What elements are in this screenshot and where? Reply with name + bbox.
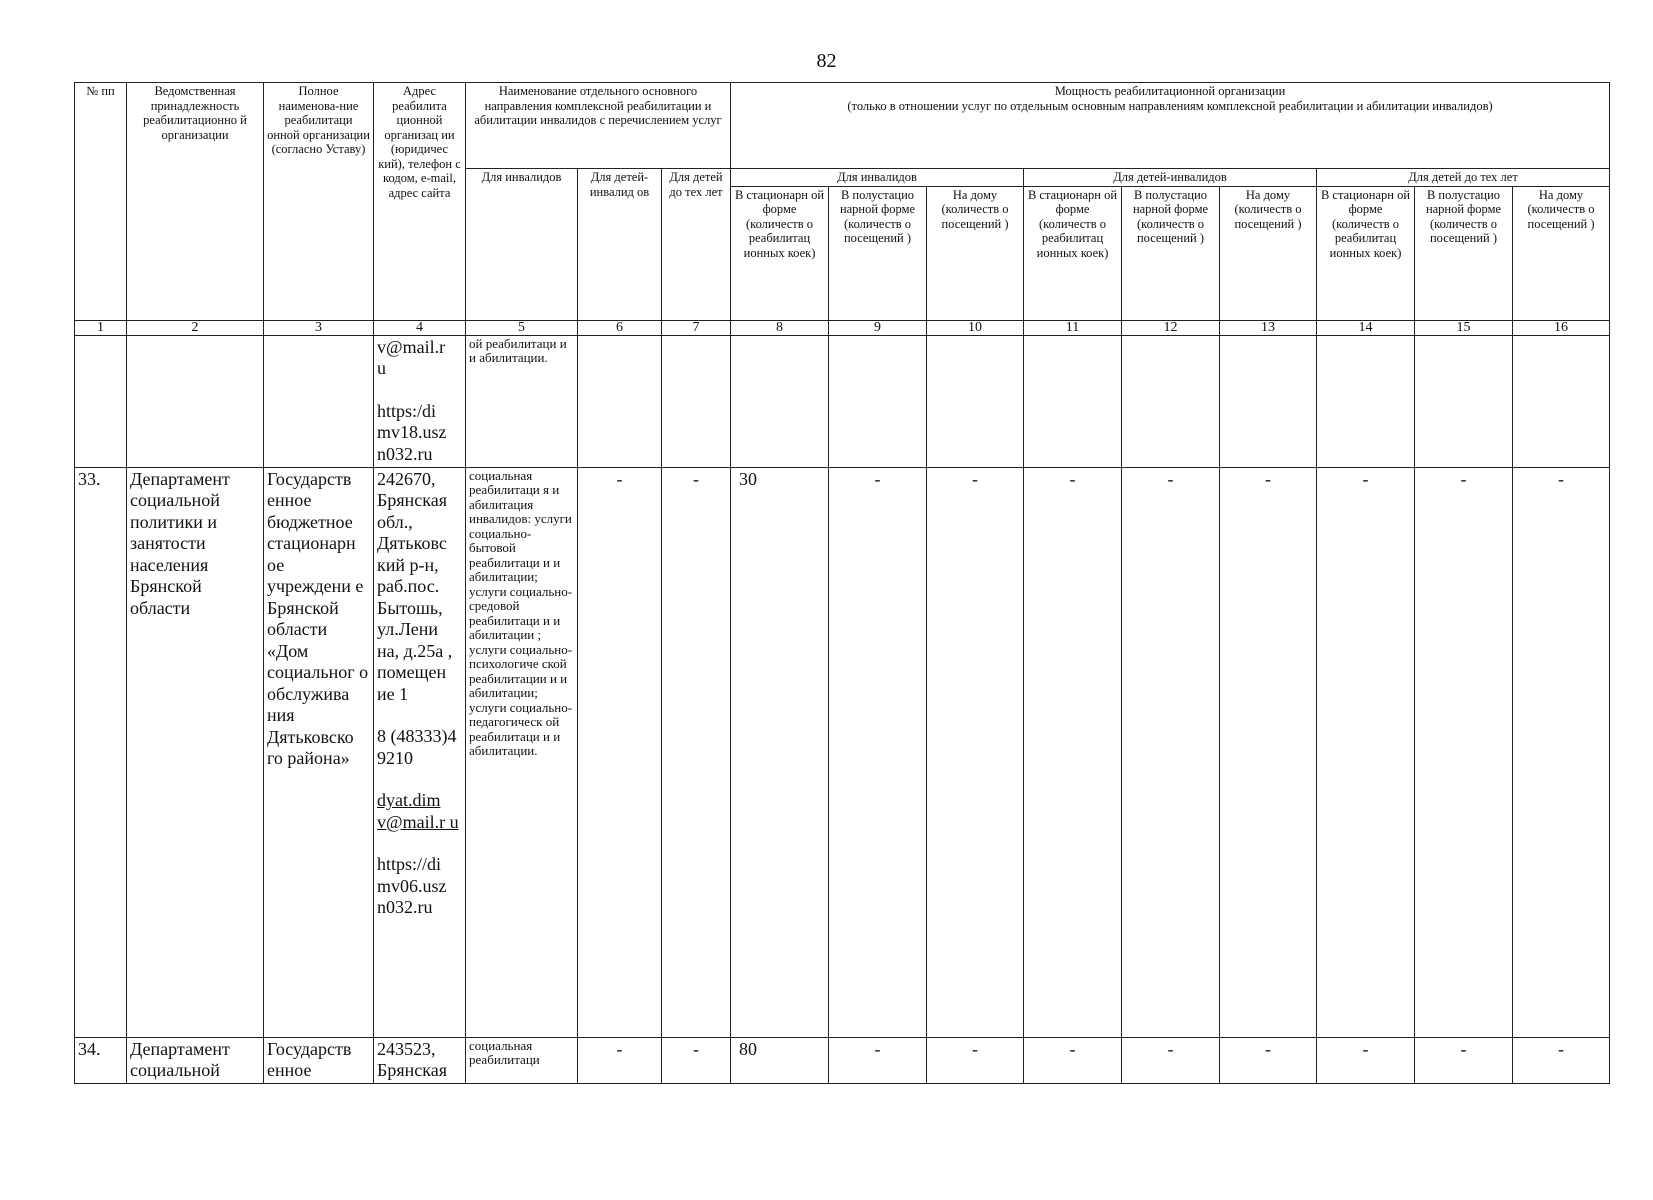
- col-number-cell: 7: [662, 320, 731, 335]
- value-cell: 30: [731, 467, 829, 1037]
- header-services-young-children: Для детей до тех лет: [662, 169, 731, 321]
- value-cell: -: [1024, 1037, 1122, 1083]
- address-line: https:/di: [377, 400, 437, 421]
- value-cell: -: [1122, 467, 1220, 1037]
- col-number-cell: 6: [578, 320, 662, 335]
- header-home: На дому (количеств о посещений ): [927, 186, 1024, 320]
- row-number: 33.: [75, 467, 127, 1037]
- col-number-cell: 5: [466, 320, 578, 335]
- header-day-care: В полустацио нарной форме (количеств о посещений ): [1122, 186, 1220, 320]
- address-line: n032.ru: [377, 443, 433, 464]
- value-cell: -: [1513, 1037, 1610, 1083]
- value-cell: -: [1317, 1037, 1415, 1083]
- value-cell: [1024, 335, 1122, 467]
- col-number-cell: 8: [731, 320, 829, 335]
- header-inpatient: В стационарн ой форме (количеств о реабилитац ионных коек): [1024, 186, 1122, 320]
- col-number-cell: 15: [1415, 320, 1513, 335]
- row-services: социальная реабилитаци: [466, 1037, 578, 1083]
- value-cell: [731, 335, 829, 467]
- value-cell: -: [1317, 467, 1415, 1037]
- address-line: u: [377, 358, 386, 378]
- col-number-cell: 14: [1317, 320, 1415, 335]
- value-cell: -: [1220, 1037, 1317, 1083]
- value-cell: [662, 335, 731, 467]
- row-address: [374, 335, 466, 467]
- value-cell: [1415, 335, 1513, 467]
- col-number-cell: 1: [75, 320, 127, 335]
- table-row: [75, 1037, 1610, 1083]
- header-capacity: [731, 83, 1610, 169]
- value-cell: [1317, 335, 1415, 467]
- value-cell: -: [1220, 467, 1317, 1037]
- header-inpatient: В стационарн ой форме (количеств о реабилитац ионных коек): [1317, 186, 1415, 320]
- value-cell: [1513, 335, 1610, 467]
- value-cell: -: [662, 467, 731, 1037]
- header-col-number: № пп: [75, 83, 127, 321]
- value-cell: [1220, 335, 1317, 467]
- value-cell: [578, 335, 662, 467]
- value-cell: -: [927, 467, 1024, 1037]
- row-address: 243523, Брянская: [374, 1037, 466, 1083]
- header-group-disabled: Для инвалидов: [731, 169, 1024, 187]
- table-row: [75, 335, 1610, 467]
- header-home: На дому (количеств о посещений ): [1513, 186, 1610, 320]
- row-full-name: [264, 335, 374, 467]
- col-number-cell: 10: [927, 320, 1024, 335]
- col-number-cell: 13: [1220, 320, 1317, 335]
- col-number-cell: 12: [1122, 320, 1220, 335]
- value-cell: -: [578, 1037, 662, 1083]
- website-link[interactable]: https://di mv06.usz n032.ru: [377, 854, 447, 917]
- col-number-cell: 4: [374, 320, 466, 335]
- col-number-cell: 16: [1513, 320, 1610, 335]
- header-services-disabled-children: Для детей-инвалид ов: [578, 169, 662, 321]
- value-cell: -: [927, 1037, 1024, 1083]
- header-col-full-name: Полное наименова-ние реабилитаци онной организации (согласно Уставу): [264, 83, 374, 321]
- row-number: [75, 335, 127, 467]
- value-cell: 80: [731, 1037, 829, 1083]
- value-cell: -: [1024, 467, 1122, 1037]
- value-cell: -: [1513, 467, 1610, 1037]
- table-row: [75, 467, 1610, 1037]
- header-day-care: В полустацио нарной форме (количеств о посещений ): [829, 186, 927, 320]
- value-cell: [829, 335, 927, 467]
- address-line: mv18.usz: [377, 422, 447, 442]
- header-col-services-group: Наименование отдельного основного направления комплексной реабилитации и абилитации инвалидов с перечислением услуг: [466, 83, 731, 169]
- address-main: 242670, Брянская обл., Дятьковс кий р-н, раб.пос. Бытошь, ул.Лени на, д.25а , помещен ие 1: [377, 468, 453, 704]
- value-cell: -: [1122, 1037, 1220, 1083]
- row-department: [127, 335, 264, 467]
- value-cell: [1122, 335, 1220, 467]
- value-cell: [927, 335, 1024, 467]
- header-home: На дому (количеств о посещений ): [1220, 186, 1317, 320]
- row-department: Департамент социальной политики и занятости населения Брянской области: [127, 467, 264, 1037]
- row-number: 34.: [75, 1037, 127, 1083]
- capacity-title: Мощность реабилитационной организации: [1054, 84, 1286, 98]
- value-cell: -: [662, 1037, 731, 1083]
- email-link[interactable]: dyat.dim v@mail.r u: [377, 790, 459, 832]
- value-cell: -: [829, 467, 927, 1037]
- row-full-name: Государств енное бюджетное стационарн ое учреждени е Брянской области «Дом социальног о обслужива ния Дятьковско го района»: [264, 467, 374, 1037]
- rehabilitation-table: [74, 82, 1610, 1084]
- row-full-name: Государств енное: [264, 1037, 374, 1083]
- header-inpatient: В стационарн ой форме (количеств о реабилитац ионных коек): [731, 186, 829, 320]
- header-day-care: В полустацио нарной форме (количеств о посещений ): [1415, 186, 1513, 320]
- row-department: Департамент социальной: [127, 1037, 264, 1083]
- value-cell: -: [1415, 1037, 1513, 1083]
- header-group-disabled-children: Для детей-инвалидов: [1024, 169, 1317, 187]
- capacity-subtitle: (только в отношении услуг по отдельным основным направлениям комплексной реабилитации и абилитации инвалидов): [847, 98, 1493, 113]
- phone: 8 (48333)4 9210: [377, 726, 457, 768]
- header-group-young-children: Для детей до тех лет: [1317, 169, 1610, 187]
- row-services: ой реабилитаци и и абилитации.: [466, 335, 578, 467]
- header-services-disabled: Для инвалидов: [466, 169, 578, 321]
- value-cell: -: [1415, 467, 1513, 1037]
- header-col-department: Ведомственная принадлежность реабилитационно й организации: [127, 83, 264, 321]
- value-cell: -: [829, 1037, 927, 1083]
- header-col-address: Адрес реабилита ционной организац ии (юридичес кий), телефон с кодом, e-mail, адрес сайта: [374, 83, 466, 321]
- col-number-cell: 3: [264, 320, 374, 335]
- row-address: [374, 467, 466, 1037]
- col-number-cell: 9: [829, 320, 927, 335]
- address-line: v@mail.r: [377, 336, 446, 357]
- col-number-cell: 2: [127, 320, 264, 335]
- page-number: 82: [816, 50, 837, 72]
- value-cell: -: [578, 467, 662, 1037]
- row-services: социальная реабилитаци я и абилитация инвалидов: услуги социально-бытовой реабилитаци и и абилитации; услуги социально-средовой реабилитаци и и абилитации ; услуги социально-психологиче ской реабилитации и и абилитации; услуги социально-педагогическ ой реабилитаци и и абилитации.: [466, 467, 578, 1037]
- col-number-cell: 11: [1024, 320, 1122, 335]
